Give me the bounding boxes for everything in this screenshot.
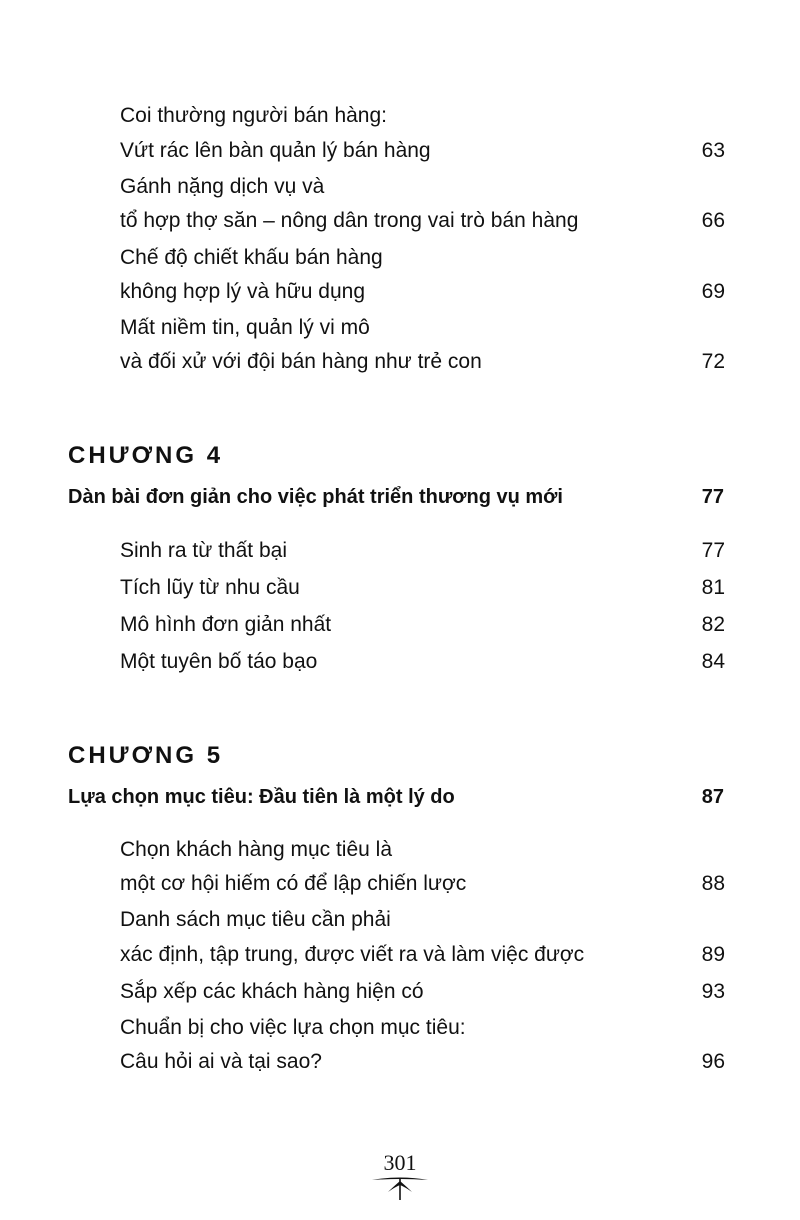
chapter-title-text: Dàn bài đơn giản cho việc phát triển thương vụ mới [68, 486, 563, 508]
toc-entry-page: 88 [701, 872, 725, 895]
toc-entry-page: 82 [701, 613, 725, 636]
toc-entry-text: Chế độ chiết khấu bán hàng [120, 246, 383, 269]
toc-entry-text: Danh sách mục tiêu cần phải [120, 908, 391, 931]
toc-entry-text: Sắp xếp các khách hàng hiện có [120, 980, 424, 1003]
toc-entry-page: 72 [701, 350, 725, 373]
chapter-heading: CHƯƠNG 4 [68, 442, 224, 469]
toc-entry-page: 89 [701, 943, 725, 966]
toc-entry-text: Sinh ra từ thất bại [120, 539, 287, 562]
toc-entry-page: 96 [701, 1050, 725, 1073]
toc-entry-page: 66 [701, 209, 725, 232]
chapter-title-page: 87 [701, 786, 724, 808]
toc-entry-text: Câu hỏi ai và tại sao? [120, 1050, 322, 1073]
toc-entry-page: 69 [701, 280, 725, 303]
toc-entry-text: tổ hợp thợ săn – nông dân trong vai trò bán hàng [120, 209, 579, 232]
toc-entry-text: Chuẩn bị cho việc lựa chọn mục tiêu: [120, 1016, 466, 1039]
toc-entry-text: Tích lũy từ nhu cầu [120, 576, 300, 599]
toc-entry-page: 77 [701, 539, 725, 562]
toc-entry-page: 63 [701, 139, 725, 162]
toc-entry-text: Coi thường người bán hàng: [120, 104, 387, 127]
toc-entry-page: 81 [701, 576, 725, 599]
toc-entry-text: một cơ hội hiếm có để lập chiến lược [120, 872, 467, 895]
toc-entry-text: Mất niềm tin, quản lý vi mô [120, 316, 370, 339]
chapter-heading: CHƯƠNG 5 [68, 742, 224, 769]
toc-entry-text: Gánh nặng dịch vụ và [120, 175, 325, 198]
toc-entry-text: Chọn khách hàng mục tiêu là [120, 838, 393, 861]
chapter-title-text: Lựa chọn mục tiêu: Đầu tiên là một lý do [68, 786, 455, 808]
toc-entry-text: không hợp lý và hữu dụng [120, 280, 365, 303]
toc-entry-text: và đối xử với đội bán hàng như trẻ con [120, 350, 482, 373]
toc-entry-page: 84 [701, 650, 725, 673]
toc-entry-text: Vứt rác lên bàn quản lý bán hàng [120, 139, 431, 162]
ornament-icon [370, 1176, 430, 1202]
toc-entry-text: xác định, tập trung, được viết ra và làm việc được [120, 943, 585, 966]
toc-entry-text: Một tuyên bố táo bạo [120, 650, 318, 673]
toc-entry-page: 93 [701, 980, 725, 1003]
page-number: 301 [383, 1150, 417, 1175]
chapter-title-page: 77 [701, 486, 724, 508]
toc-entry-text: Mô hình đơn giản nhất [120, 613, 332, 636]
